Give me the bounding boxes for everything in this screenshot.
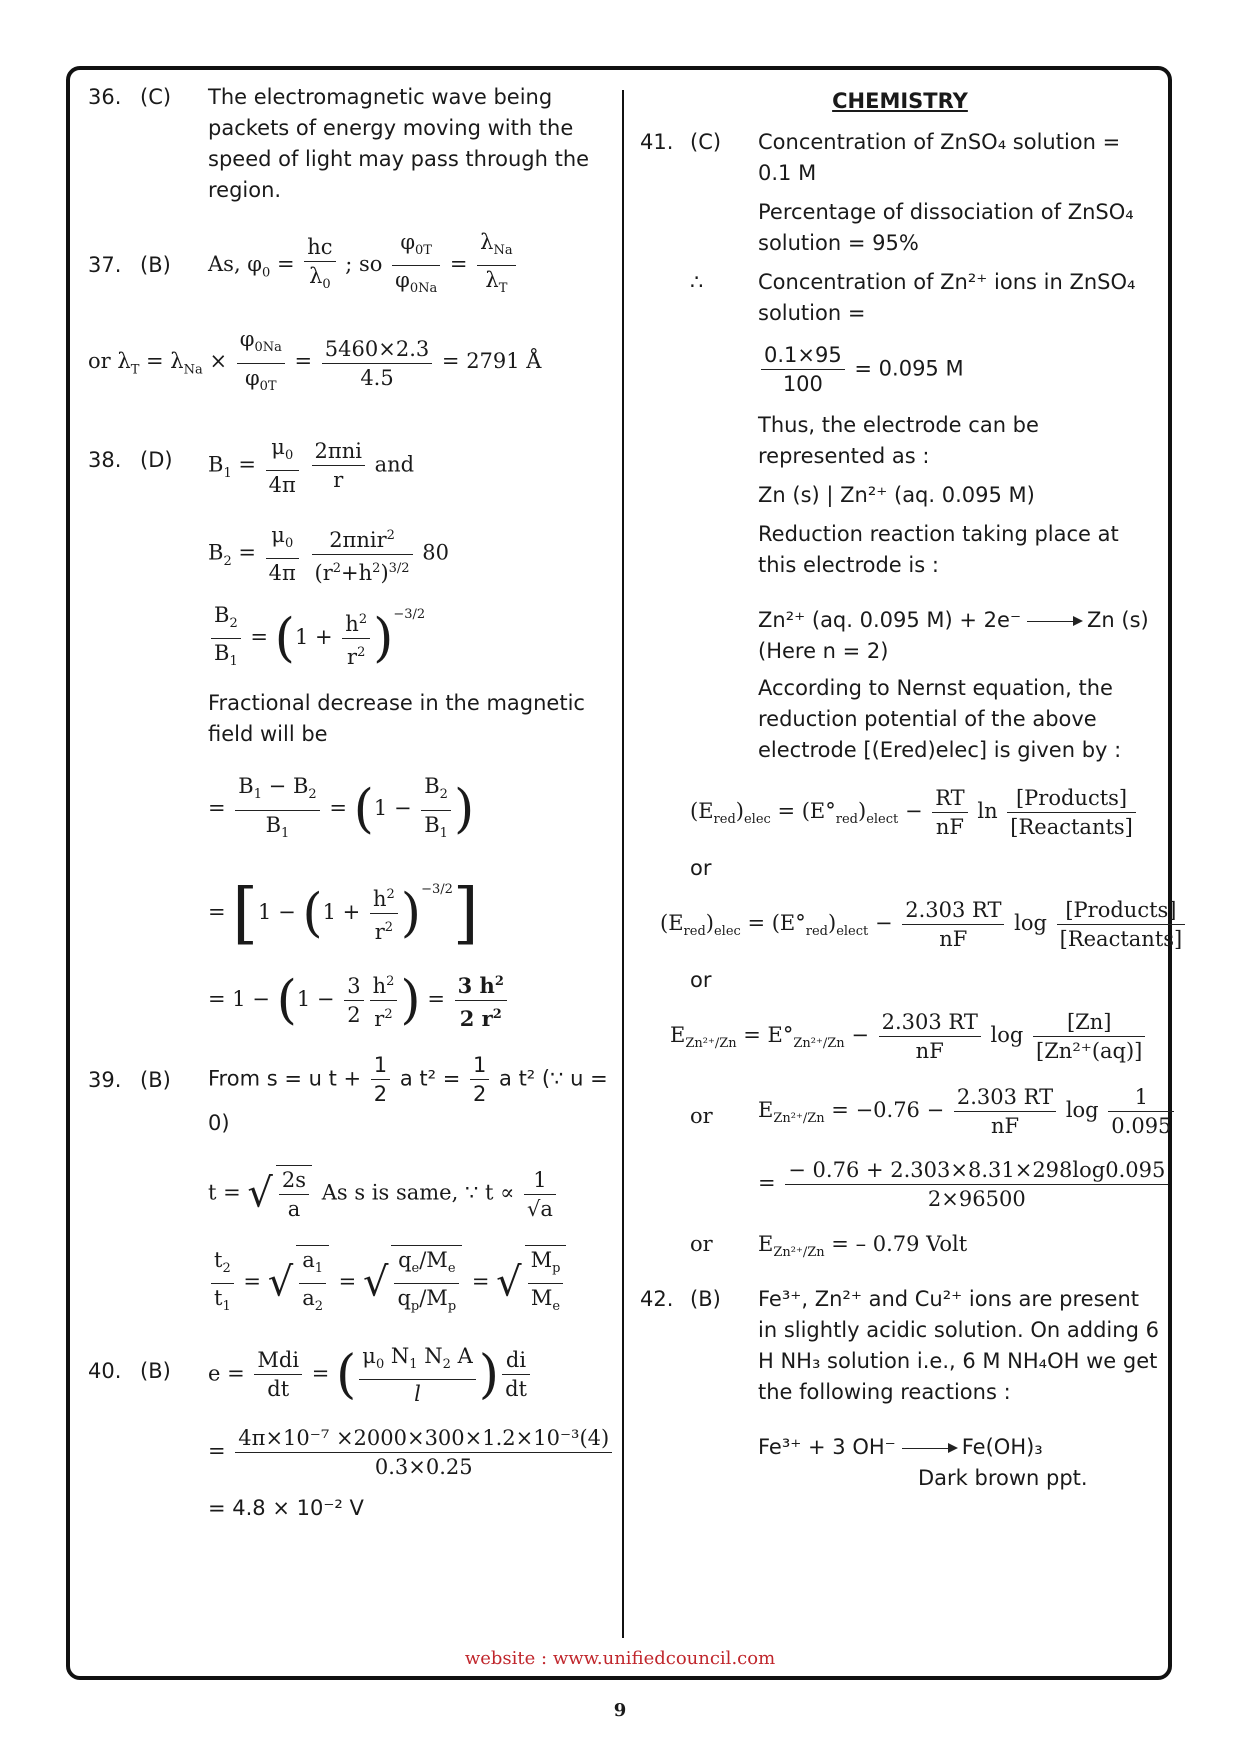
- arrow-icon: [1027, 621, 1081, 622]
- q38-eq4: = $\frac{B_1 - B_2}{B_1}$ = (1 − $\frac{B_2}{B_1}$ ): [208, 774, 475, 841]
- q38-eq5: = [1 − (1 + $\frac{h^2}{r^2}$ )$^{-3/2}$]: [208, 874, 479, 952]
- question-42: 42. (B) Fe³⁺, Zn²⁺ and Cu²⁺ ions are present in slightly acidic solution. On adding 6 H NH₃ solution i.e., 6 M NH₄OH we get the following reactions : Fe³⁺ + 3 OH⁻ Fe(OH)₃ Dark brown ppt.: [640, 1287, 1159, 1491]
- question-37: 37. (B) As, $\varphi_0$ = $\frac{hc}{\lambda_0}$ ; so $\frac{\varphi_{0T}}{\varphi_{0Na}}$ = $\lambda_{Na}$ $\lambda_T$: [88, 228, 608, 303]
- q37-eq1: As, $\varphi_0$ = $\frac{hc}{\lambda_0}$ ; so $\frac{\varphi_{0T}}{\varphi_{0Na}}$ = $\lambda_{Na}$ $\lambda_T$: [208, 228, 608, 303]
- nernst-eq2: $(E_{red})_{elec} = (E^\circ_{red})_{elect}$ − $\frac{2.303 RT}{nF}$ log [Products] [Reactants]: [660, 896, 1160, 953]
- question-36: 36. (C) The electromagnetic wave being packets of energy moving with the speed of light may pass through the region.: [88, 82, 608, 206]
- left-column: [88, 82, 608, 1534]
- q39-eq1: From s = u t + $\frac{1}{2}$ a t² = $\frac{1}{2}$ a t² (∵ u = 0): [208, 1053, 608, 1136]
- q41-reaction: Zn²⁺ (aq. 0.095 M) + 2e⁻ Zn (s): [758, 608, 1149, 632]
- nernst-eq5: = $\frac{- 0.76 + 2.303\times 8.31\times 298\log 0.095}{2\times 96500}$: [758, 1156, 1160, 1213]
- q37-eq2: or $\lambda_T = \lambda_{Na}$ × $\frac{\varphi_{0Na}}{\varphi_{0T}}$ = $\frac{5460\times 2.3}{4.5}$ = 2791 Å: [88, 327, 542, 394]
- nernst-eq1: $(E_{red})_{elec} = (E^\circ_{red})_{elect}$ − $\frac{RT}{nF}$ ln [Products] [Reactants]: [690, 784, 1160, 841]
- q41-frac: $\frac{0.1\times 95}{100}$ = 0.095 M: [758, 341, 1160, 398]
- section-title: CHEMISTRY: [832, 89, 968, 113]
- page-number: 9: [613, 1700, 627, 1721]
- q38-text: Fractional decrease in the magnetic field will be: [208, 691, 585, 747]
- q39-eq2: t = √ $\frac{2s}{a}$ As s is same, ∵ t ∝ $\frac{1}{√a}$: [208, 1165, 608, 1223]
- nernst-result: or $E_{Zn^{2+}/Zn}$ = – 0.79 Volt: [690, 1232, 968, 1261]
- q36-text: The electromagnetic wave being packets of energy moving with the speed of light may pass through the region.: [208, 85, 590, 202]
- question-38: 38. (D) $B_1$ = $\frac{\mu_0}{4\pi}$ 2πni r and $B_2$ = $\frac{\mu_0}{4\pi}$ 2πnir$^2$ $(r^2+h^2)^{3/2}$ 80 $\frac{B_2}{B_1}$ = (1 + $\frac{h^2}{r^2}$ )$^{-3/2}$ Fractional decrease in the magnetic field will be = $\frac{B_1 - B_2}{B_1}$ = (1 − $\frac{B_2}{B_1}$ ) = [1 − (1 + $\frac{h^2}{r^2}$ )$^{-3/2}$] = 1 − (1 − $\frac{3}{2}$ $\frac{h^2}{r^2}$ ) = $\frac{3 h^2}{2 r^2}$: [88, 433, 608, 1033]
- arrow-icon: [902, 1448, 956, 1449]
- nernst-eq4: or $E_{Zn^{2+}/Zn} = -0.76$ − $\frac{2.303 RT}{nF}$ log $\frac{1}{0.095}$: [640, 1083, 1160, 1140]
- q40-eq1: e = Mdi dt = ( $\frac{\mu_0 N_1 N_2 A}{l}$ ) $\frac{di}{dt}$: [208, 1342, 608, 1408]
- question-39: 39. (B) From s = u t + $\frac{1}{2}$ a t² = $\frac{1}{2}$ a t² (∵ u = 0) t = √ $\frac{2s}{a}$ As s is same, ∵ t ∝ $\frac{1}{√a}$ $\frac{t_2}{t_1}$ = √ $\frac{a_1}{a_2}$ = √ $\frac{q_e/M_e}{q_p/M_p}$ = √ $\frac{M_p}{M_e}$: [88, 1051, 608, 1321]
- q38-eq2: $B_2$ = $\frac{\mu_0}{4\pi}$ 2πnir$^2$ $(r^2+h^2)^{3/2}$ 80: [208, 522, 449, 586]
- q40-eq2: = $\frac{\text{4π×10⁻⁷ ×2000×300×1.2×10⁻³(4)}}{0.3\times 0.25}$: [208, 1424, 608, 1481]
- website-footer: website : www.unifiedcouncil.com: [464, 1648, 776, 1669]
- column-divider: [622, 90, 624, 1638]
- q40-result: = 4.8 × 10⁻² V: [208, 1495, 364, 1520]
- question-41: 41. (C) Concentration of ZnSO₄ solution = 0.1 M Percentage of dissociation of ZnSO₄ solution = 95% ∴ Concentration of Zn²⁺ ions in ZnSO₄ solution = $\frac{0.1\times 95}{100}$ = 0.095 M Thus, the electrode can be represented as : Zn (s) | Zn²⁺ (aq. 0.095 M) Reduction reaction taking place at this electrode is : Zn²⁺ (aq. 0.095 M) + 2e⁻ Zn (s) (Here n = 2) According to Nernst equation, the reduction potential of the above electrode [(Ered)elec] is given by :: [640, 127, 1160, 766]
- q39-eq3: $\frac{t_2}{t_1}$ = √ $\frac{a_1}{a_2}$ = √ $\frac{q_e/M_e}{q_p/M_p}$ = √ $\frac{M_p}{M_e}$: [208, 1245, 608, 1321]
- q42-reaction: Fe³⁺ + 3 OH⁻ Fe(OH)₃: [758, 1435, 1043, 1460]
- q38-eq6: = 1 − (1 − $\frac{3}{2}$ $\frac{h^2}{r^2}$ ) = $\frac{3 h^2}{2 r^2}$: [208, 968, 608, 1033]
- nernst-eq3: $E_{Zn^{2+}/Zn} = E^\circ_{Zn^{2+}/Zn}$ − $\frac{2.303 RT}{nF}$ log $\frac{[Zn]}{\text{[Zn²⁺(aq)]}}$: [670, 1008, 1160, 1065]
- right-column: CHEMISTRY 41. (C) Concentration of ZnSO₄ solution = 0.1 M Percentage of dissociation of ZnSO₄ solution = 95% ∴ Concentration of Zn²⁺ ions in ZnSO₄ solution = $\frac{0.1\times 95}{100}$ = 0.095 M Thus, the electrode can be represented as : Zn (s) | Zn²⁺ (aq. 0.095 M) Reduction reaction taking place at this electrode is : Zn²⁺ (aq. 0.095 M) + 2e⁻ Zn (s) (Here n = 2) According to Nernst equation, the reduction potential of the above electrode [(Ered)elec] is given by : $(E_{red})_{elec} = (E^\circ_{red})_{elect}$ − $\frac{RT}{nF}$ ln [Products] [Reactants] or $(E_{red})_{elec} = (E^\circ_{red})_{elect}$ − $\frac{2.303 RT}{nF}$ log [Products] [Reactants] or $E_{Zn^{2+}/Zn} = E^\circ_{Zn^{2+}/Zn}$ − $\frac{2.303 RT}{nF}$ log $\frac{[Zn]}{\text{[Zn²⁺(aq)]}}$ or $E_{Zn^{2+}/Zn} = -0.76$ − $\frac{2.303 RT}{nF}$ log $\frac{1}{0.095}$ = $\frac{- 0.76 + 2.303\times 8.31\times 298\log 0.095}{2\times 96500}$ or $E_{Zn^{2+}/Zn}$ = – 0.79 Volt 42. (B) Fe³⁺, Zn²⁺ and Cu²⁺ ions are present in slightly acidic solution. On adding 6 H NH₃ solution i.e., 6 M NH₄OH we get the following reactions : Fe³⁺ + 3 OH⁻ Fe(OH)₃ Dark brown ppt.: [640, 82, 1160, 1504]
- q38-eq1: $B_1$ = $\frac{\mu_0}{4\pi}$ 2πni r and: [208, 434, 415, 497]
- question-40: 40. (B) e = Mdi dt = ( $\frac{\mu_0 N_1 N_2 A}{l}$ ) $\frac{di}{dt}$ = $\frac{\text{4π×10⁻⁷ ×2000×300×1.2×10⁻³(4)}}{0.3\times 0.25}$ = 4.8 × 10⁻² V: [88, 1342, 608, 1524]
- q38-eq3: $\frac{B_2}{B_1}$ = (1 + $\frac{h^2}{r^2}$ )$^{-3/2}$: [208, 599, 608, 676]
